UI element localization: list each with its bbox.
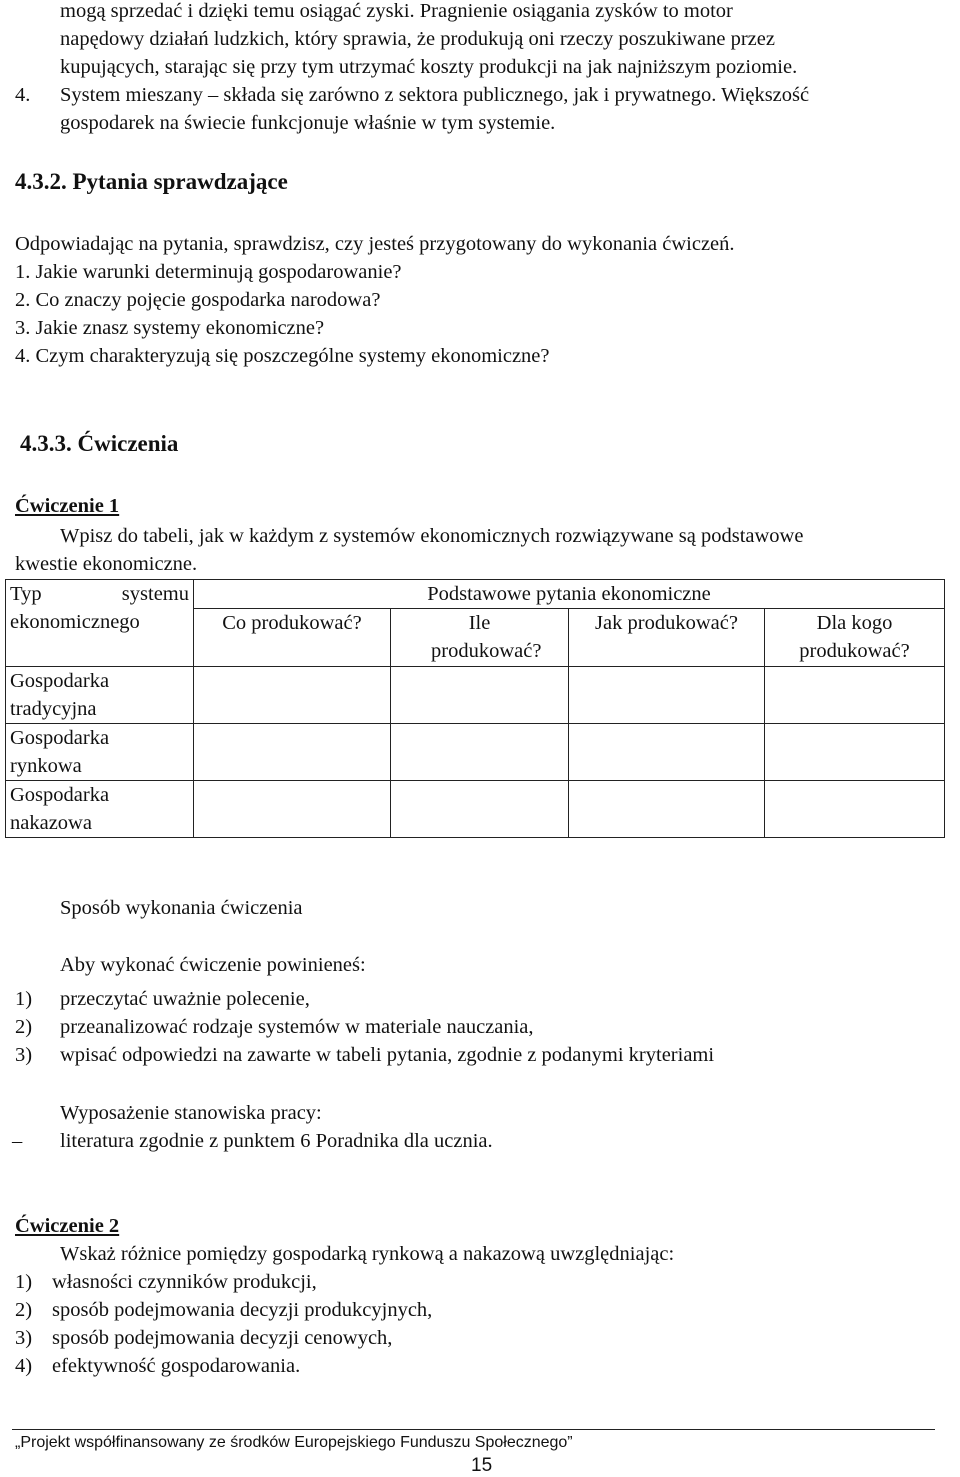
criteria-text: własności czynników produkcji,	[52, 1271, 317, 1293]
step-text: przeanalizować rodzaje systemów w materiale nauczania,	[60, 1016, 534, 1038]
answer-cell[interactable]	[194, 667, 391, 724]
answer-cell[interactable]	[391, 724, 569, 781]
question-item: 4. Czym charakteryzują się poszczególne systemy ekonomiczne?	[15, 345, 550, 367]
intro-line-3: kupujących, starając się przy tym utrzymać koszty produkcji na jak najniższym poziomie.	[60, 56, 798, 78]
question-item: 1. Jakie warunki determinują gospodarowanie?	[15, 261, 402, 283]
answer-cell[interactable]	[765, 781, 945, 838]
answer-cell[interactable]	[765, 667, 945, 724]
item-4-line-1: System mieszany – składa się zarówno z sektora publicznego, jak i prywatnego. Większość	[60, 84, 810, 106]
exercise-1-title: Ćwiczenie 1	[15, 495, 120, 517]
item-4-number: 4.	[15, 84, 31, 106]
criteria-number: 3)	[15, 1327, 33, 1349]
exercise-2-title: Ćwiczenie 2	[15, 1215, 120, 1237]
item-4-line-2: gospodarek na świecie funkcjonuje właśnie w tym systemie.	[60, 112, 556, 134]
table-header-what: Co produkować?	[194, 609, 391, 667]
page-number: 15	[471, 1455, 493, 1476]
table-row-label: Gospodarka rynkowa	[6, 724, 194, 781]
criteria-number: 2)	[15, 1299, 33, 1321]
footer-project: „Projekt współfinansowany ze środków Europejskiego Funduszu Społecznego”	[15, 1434, 573, 1451]
answer-cell[interactable]	[765, 724, 945, 781]
questions-lead: Odpowiadając na pytania, sprawdzisz, czy jesteś przygotowany do wykonania ćwiczeń.	[15, 233, 735, 255]
answer-cell[interactable]	[194, 724, 391, 781]
answer-cell[interactable]	[391, 667, 569, 724]
exercise-1-instruction-1: Wpisz do tabeli, jak w każdym z systemów ekonomicznych rozwiązywane są podstawowe	[60, 525, 804, 547]
criteria-number: 1)	[15, 1271, 33, 1293]
exercise-1-instruction-2: kwestie ekonomiczne.	[15, 553, 198, 575]
table-header-how-much: Ile produkować?	[391, 609, 569, 667]
step-number: 1)	[15, 988, 33, 1010]
table-row-label: Gospodarka nakazowa	[6, 781, 194, 838]
answer-cell[interactable]	[569, 781, 765, 838]
footer-divider	[12, 1429, 935, 1430]
criteria-text: sposób podejmowania decyzji cenowych,	[52, 1327, 393, 1349]
criteria-text: efektywność gospodarowania.	[52, 1355, 301, 1377]
exercise-1-table	[5, 579, 945, 838]
intro-line-2: napędowy działań ludzkich, który sprawia, że produkują oni rzeczy poszukiwane przez	[60, 28, 775, 50]
step-text: przeczytać uważnie polecenie,	[60, 988, 310, 1010]
table-header-for-whom: Dla kogo produkować?	[765, 609, 945, 667]
equipment-dash: –	[12, 1130, 23, 1152]
table-row-label: Gospodarka tradycyjna	[6, 667, 194, 724]
criteria-text: sposób podejmowania decyzji produkcyjnych,	[52, 1299, 433, 1321]
answer-cell[interactable]	[569, 667, 765, 724]
steps-lead: Aby wykonać ćwiczenie powinieneś:	[60, 954, 366, 976]
section-heading-433: 4.3.3. Ćwiczenia	[20, 431, 179, 456]
criteria-number: 4)	[15, 1355, 33, 1377]
intro-line-1: mogą sprzedać i dzięki temu osiągać zyski. Pragnienie osiągania zysków to motor	[60, 0, 733, 22]
section-heading-432: 4.3.2. Pytania sprawdzające	[15, 169, 288, 194]
answer-cell[interactable]	[194, 781, 391, 838]
equipment-title: Wyposażenie stanowiska pracy:	[60, 1102, 322, 1124]
step-text: wpisać odpowiedzi na zawarte w tabeli pytania, zgodnie z podanymi kryteriami	[60, 1044, 715, 1066]
equipment-item: literatura zgodnie z punktem 6 Poradnika dla ucznia.	[60, 1130, 493, 1152]
question-item: 3. Jakie znasz systemy ekonomiczne?	[15, 317, 325, 339]
table-group-header: Podstawowe pytania ekonomiczne	[194, 580, 945, 609]
question-item: 2. Co znaczy pojęcie gospodarka narodowa?	[15, 289, 381, 311]
answer-cell[interactable]	[569, 724, 765, 781]
table-header-how: Jak produkować?	[569, 609, 765, 667]
step-number: 3)	[15, 1044, 33, 1066]
method-title: Sposób wykonania ćwiczenia	[60, 897, 303, 919]
table-col-header-system: Typ systemu ekonomicznego	[6, 580, 194, 667]
answer-cell[interactable]	[391, 781, 569, 838]
step-number: 2)	[15, 1016, 33, 1038]
exercise-2-lead: Wskaż różnice pomiędzy gospodarką rynkową a nakazową uwzględniając:	[60, 1243, 675, 1265]
